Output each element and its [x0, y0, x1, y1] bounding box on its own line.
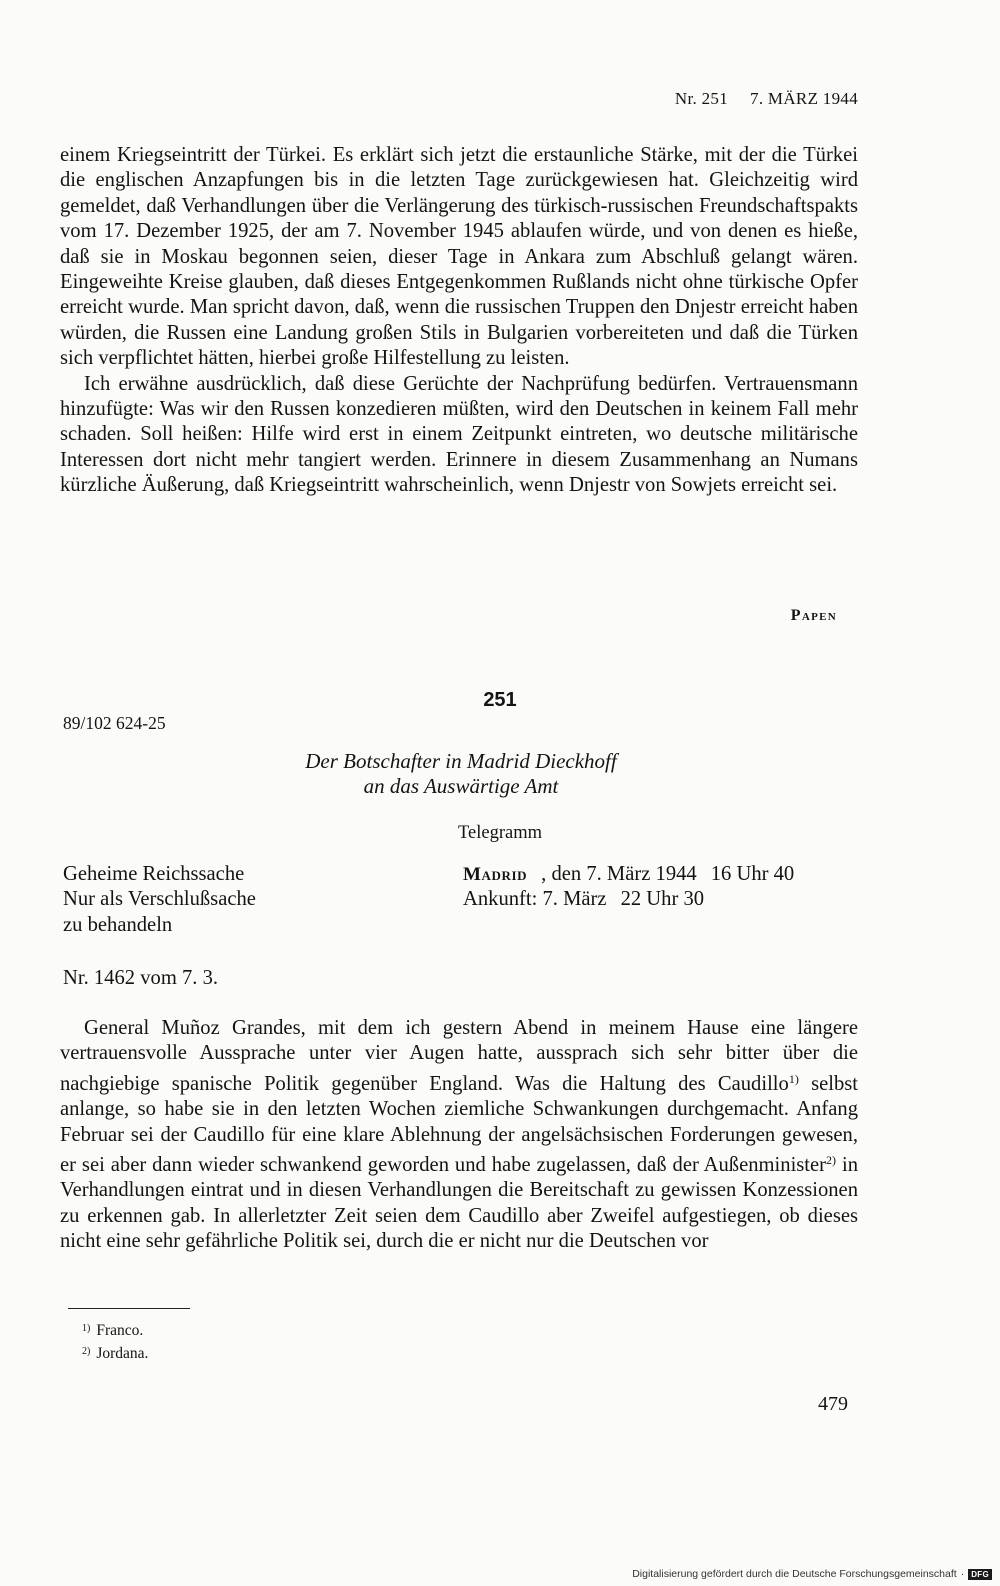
arrival-time: 22 Uhr 30: [620, 888, 705, 911]
footnote-ref: 1): [788, 1071, 799, 1086]
document-heading: [0, 749, 922, 799]
footnote-text: Jordana.: [96, 1345, 149, 1362]
text-segment: in Verhandlungen eintrat und in diesen Verhandlungen die Bereitschaft zu gewissen Konzessionen zu erkennen gab. In allerletzter Zeit seien dem Caudillo aber Zweifel aufgestiegen, ob dieses nicht eine sehr gefährliche Politik sei, durch die er nicht nur die Deutschen vor: [60, 1154, 858, 1253]
running-head-doc-ref: Nr. 251: [674, 89, 729, 108]
text-segment: General Muñoz Grandes, mit dem ich gestern Abend in meinem Hause eine längere vertrauensvolle Aussprache unter vier Augen hatte, aussprach sich sehr bitter über die nachgiebige spanische Politik gegenüber England. Was die Haltung des Caudillo: [60, 1017, 858, 1095]
signature: Papen: [790, 607, 837, 624]
footnote-mark: 1): [82, 1323, 91, 1334]
credit-text: Digitalisierung gefördert durch die Deutsche Forschungsgemeinschaft: [632, 1568, 957, 1580]
classification-line: zu behandeln: [63, 913, 173, 936]
paragraph: [60, 1016, 858, 1255]
footnote-text: Franco.: [96, 1322, 144, 1339]
arrival-date: Ankunft: 7. März: [463, 888, 607, 911]
paragraph: einem Kriegseintritt der Türkei. Es erklärt sich jetzt die erstaunliche Stärke, mit der die Türkei die englischen Anzapfungen bis in die letzten Tage zurückgewiesen hat. Gleichzeitig wird gemeldet, daß Verhandlungen über die Verlängerung des türkisch-russischen Freundschaftspakts vom 17. Dezember 1925, der am 7. November 1945 ablaufen würde, und von denen es hieße, daß sie in Moskau begonnen seien, dieser Tage in Ankara zum Abschluß gelangt wären. Eingeweihte Kreise glauben, daß dieses Entgegenkommen Rußlands nicht ohne türkische Opfer erreicht wurde. Man spricht davon, daß, wenn die russischen Truppen den Dnjestr erreicht haben würden, die Russen eine Landung großen Stils in Bulgarien vorbereiteten und daß die Türken sich verpflichtet hätten, hierbei große Hilfestellung zu leisten.: [60, 144, 858, 370]
classification-line: Geheime Reichssache: [63, 863, 245, 885]
sent-time: 16 Uhr 40: [710, 863, 795, 885]
page-number: 479: [818, 1393, 848, 1415]
classification-block: [63, 862, 256, 938]
classification-line: Nur als Verschlußsache: [63, 888, 256, 911]
document-type: Telegramm: [458, 823, 542, 843]
sent-line: [463, 862, 794, 887]
footnote: [82, 1318, 148, 1341]
heading-line: an das Auswärtige Amt: [363, 774, 559, 798]
heading-line: Der Botschafter in Madrid Dieckhoff: [305, 749, 617, 773]
footnote-mark: 2): [82, 1346, 91, 1357]
footnote: [82, 1341, 148, 1364]
footnote-ref: 2): [826, 1153, 837, 1168]
dfg-logo: DFG: [968, 1569, 992, 1580]
arrival-line: [463, 887, 794, 912]
document-number: 251: [483, 689, 517, 711]
running-head-date: 7. MÄRZ 1944: [750, 89, 858, 108]
continuation-text: [60, 143, 858, 499]
paragraph: Ich erwähne ausdrücklich, daß diese Gerüchte der Nachprüfung bedürfen. Vertrauensmann hinzufügte: Was wir den Russen konzedieren müßten, wird den Deutschen in keinem Fall mehr schaden. Soll heißen: Hilfe wird erst in einem Zeitpunkt eintreten, wo deutsche militärische Interessen dort nicht mehr tangiert werden. Erinnere in diesem Zusammenhang an Numans kürzliche Äußerung, daß Kriegseintritt wahrscheinlich, wenn Dnjestr von Sowjets erreicht sei.: [60, 372, 858, 497]
credit-separator: ·: [960, 1568, 965, 1580]
telegram-number: Nr. 1462 vom 7. 3.: [63, 967, 219, 989]
telegram-body: [60, 1016, 858, 1255]
digitization-credit: [632, 1568, 992, 1580]
text-segment: selbst anlange, so habe sie in den letzten Wochen ziemliche Schwankungen durchgemacht. Anfang Februar sei der Caudillo für eine klare Ablehnung der angelsächsischen Forderungen gewesen, er sei aber dann wieder schwankend geworden und habe zugelassen, daß der Außenminister: [60, 1072, 858, 1177]
file-reference: 89/102 624-25: [63, 713, 166, 733]
place: Madrid: [463, 864, 528, 885]
sent-date: , den 7. März 1944: [541, 863, 697, 885]
footnote-rule: [68, 1308, 190, 1309]
dispatch-block: [463, 862, 794, 913]
running-head: [600, 89, 858, 109]
footnotes: [82, 1318, 148, 1364]
